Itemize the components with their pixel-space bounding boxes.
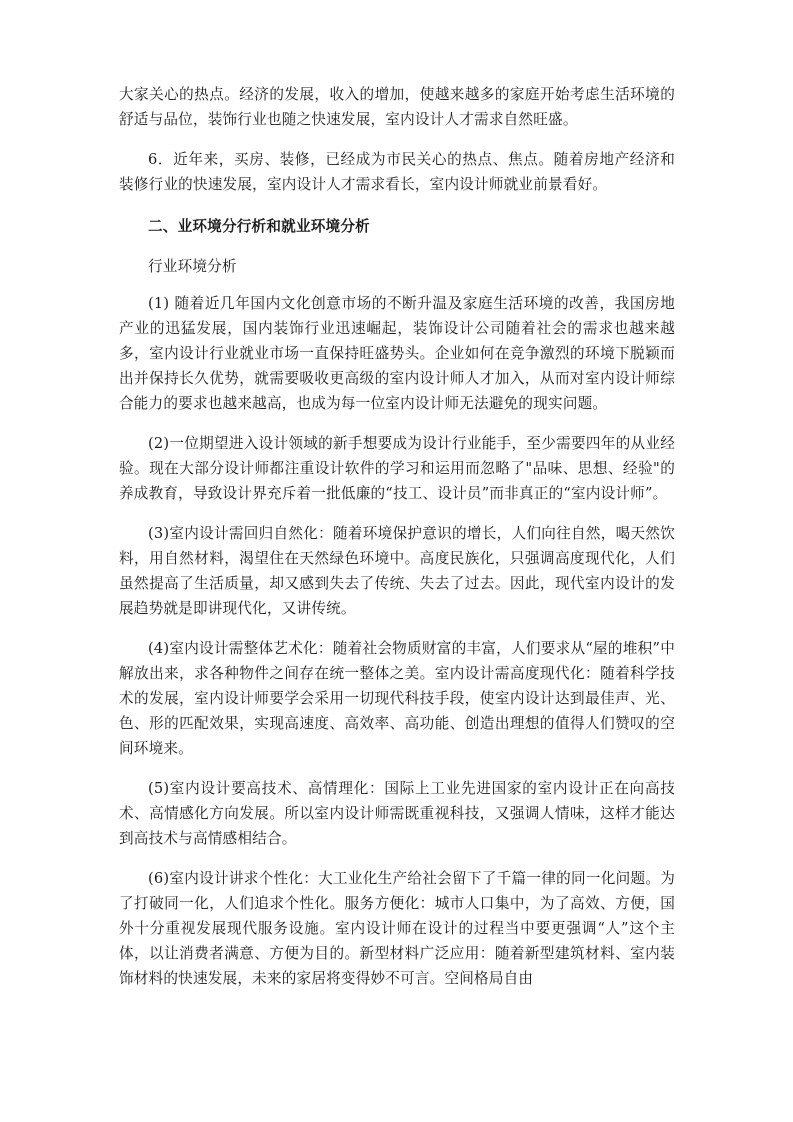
paragraph-point-5: (5)室内设计要高技术、高情理化：国际上工业先进国家的室内设计正在向高技术、高情感化方向发展。所以室内设计师需既重视科技，又强调人情味，这样才能达到高技术与高情感相结合。 [119,780,675,847]
section-subheading: 行业环境分析 [148,258,237,275]
paragraph-continuation: 大家关心的热点。经济的发展，收入的增加，使越来越多的家庭开始考虑生活环境的舒适与品位，装饰行业也随之快速发展，室内设计人才需求自然旺盛。 [119,86,675,128]
paragraph-item-6: 6．近年来，买房、装修，已经成为市民关心的热点、焦点。随着房地产经济和装修行业的快速发展，室内设计人才需求看长，室内设计师就业前景看好。 [119,151,675,193]
paragraph-point-4: (4)室内设计需整体艺术化：随着社会物质财富的丰富，人们要求从“屋的堆积”中解放出来，求各种物件之间存在统一整体之美。室内设计需高度现代化：随着科学技术的发展，室内设计师要学会采用一切现代科技手段，使室内设计达到最佳声、光、色、形的匹配效果，实现高速度、高效率、高功能、创造出理想的值得人们赞叹的空间环境来。 [119,640,675,757]
document-page [119,82,675,991]
paragraph-point-2: (2)一位期望进入设计领域的新手想要成为设计行业能手，至少需要四年的从业经验。现在大部分设计师都注重设计软件的学习和运用而忽略了"品味、思想、经验"的养成教育，导致设计界充斥着一批低廉的“技工、设计员”而非真正的“室内设计师”。 [119,435,675,502]
paragraph-point-1: (1) 随着近几年国内文化创意市场的不断升温及家庭生活环境的改善，我国房地产业的迅猛发展，国内装饰行业迅速崛起，装饰设计公司随着社会的需求也越来越多，室内设计行业就业市场一直保持旺盛势头。企业如何在竞争激烈的环境下脱颖而出并保持长久优势，就需要吸收更高级的室内设计师人才加入，从而对室内设计师综合能力的要求也越来越高，也成为每一位室内设计师无法避免的现实问题。 [119,295,675,412]
section-heading: 二、业环境分行析和就业环境分析 [148,218,370,235]
paragraph-point-3: (3)室内设计需回归自然化：随着环境保护意识的增长，人们向往自然，喝天然饮料，用自然材料，渴望住在天然绿色环境中。高度民族化，只强调高度现代化，人们虽然提高了生活质量，却又感到失去了传统、失去了过去。因此，现代室内设计的发展趋势就是即讲现代化，又讲传统。 [119,525,675,617]
paragraph-point-6: (6)室内设计讲求个性化：大工业化生产给社会留下了千篇一律的同一化问题。为了打破同一化，人们追求个性化。服务方便化：城市人口集中，为了高效、方便，国外十分重视发展现代服务设施。室内设计师在设计的过程当中要更强调“人”这个主体，以让消费者满意、方便为目的。新型材料广泛应用：随着新型建筑材料、室内装饰材料的快速发展，未来的家居将变得妙不可言。空间格局自由 [119,870,675,987]
